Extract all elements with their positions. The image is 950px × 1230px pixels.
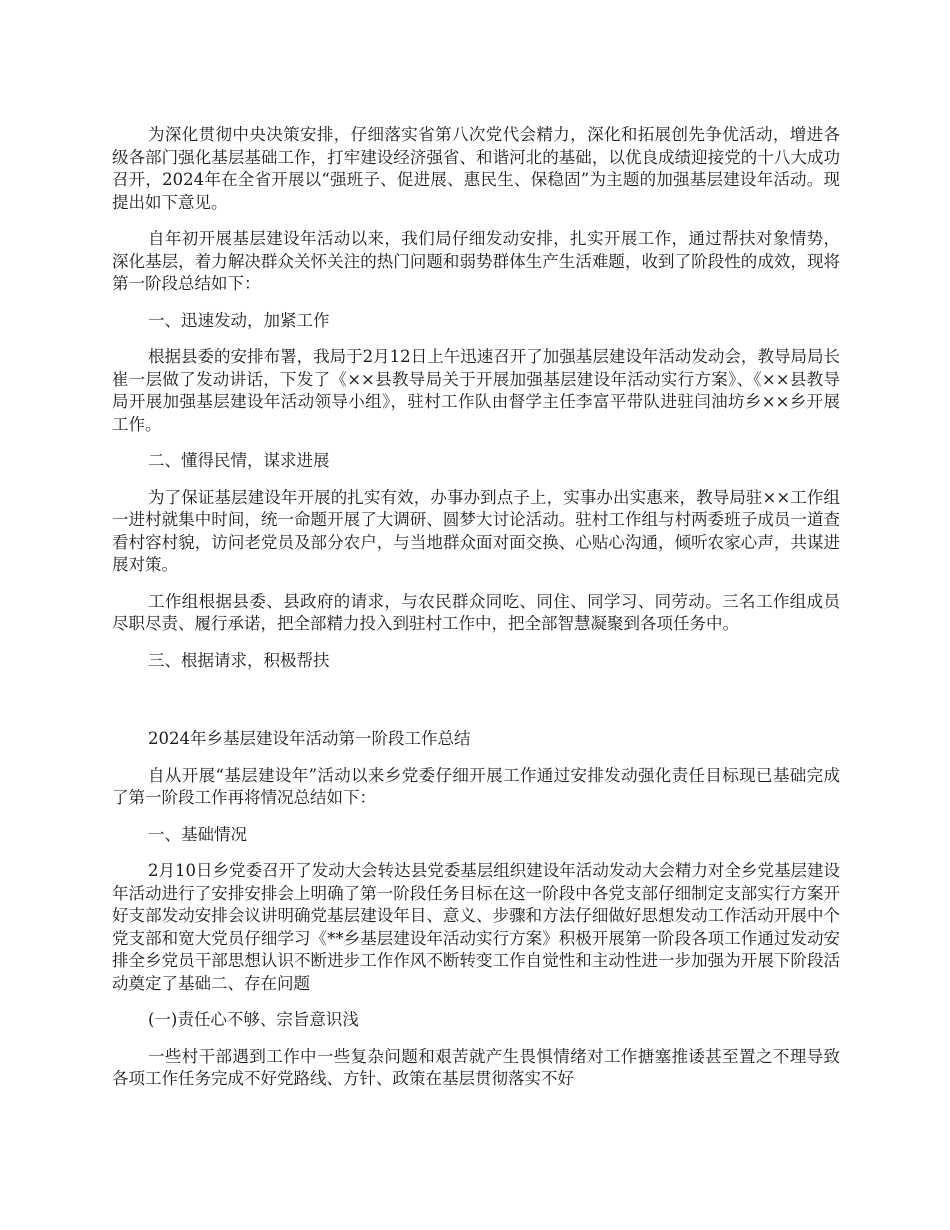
- summary-paragraph: 自年初开展基层建设年活动以来，我们局仔细发动安排，扎实开展工作，通过帮扶对象情势，深化基层，着力解决群众关怀关注的热门问题和弱势群体生产生活难题，收到了阶段性的成效，现将第一阶段总结如下：: [112, 229, 840, 293]
- section-heading-1: 一、迅速发动，加紧工作: [148, 310, 330, 330]
- part2-body-paragraph-1: 2月10日乡党委召开了发动大会转达县党委基层组织建设年活动发动大会精力对全乡党基层建设年活动进行了安排安排会上明确了第一阶段任务目标在这一阶段中各党支部仔细制定支部实行方案开好支部发动安排会议讲明确党基层建设年目、意义、步骤和方法仔细做好思想发动工作活动开展中个党支部和宽大党员仔细学习《**乡基层建设年活动实行方案》积极开展第一阶段各项工作通过发动安排全乡党员干部思想认识不断进步工作作风不断转变工作自觉性和主动性进一步加强为开展下阶段活动奠定了基础二、存在问题: [112, 861, 840, 993]
- document-title: 2024年乡基层建设年活动第一阶段工作总结: [148, 729, 471, 748]
- document-page: [112, 124, 840, 1091]
- section-heading-2: 二、懂得民情，谋求进展: [148, 451, 330, 470]
- body-paragraph-2: 为了保证基层建设年开展的扎实有效，办事办到点子上，实事办出实惠来，教导局驻××工作组一进村就集中时间，统一命题开展了大调研、圆梦大讨论活动。驻村工作组与村两委班子成员一道查看村容村貌，访问老党员及部分农户，与当地群众面对面交换、心贴心沟通，倾听农家心声，共谋进展对策。: [112, 487, 840, 574]
- part2-body-paragraph-2: 一些村干部遇到工作中一些复杂问题和艰苦就产生畏惧情绪对工作搪塞推诿甚至置之不理导致各项工作任务完成不好党路线、方针、政策在基层贯彻落实不好: [112, 1046, 840, 1088]
- part2-heading-1: 一、基础情况: [148, 824, 247, 844]
- part2-intro-paragraph: 自从开展“基层建设年”活动以来乡党委仔细开展工作通过安排发动强化责任目标现已基础完成了第一阶段工作再将情况总结如下：: [112, 765, 840, 807]
- body-paragraph-3: 工作组根据县委、县政府的请求，与农民群众同吃、同住、同学习、同劳动。三名工作组成员尽职尽责、履行承诺，把全部精力投入到驻村工作中，把全部智慧凝聚到各项任务中。: [112, 591, 840, 633]
- intro-paragraph: 为深化贯彻中央决策安排，仔细落实省第八次党代会精力，深化和拓展创先争优活动，增进各级各部门强化基层基础工作，打牢建设经济强省、和谐河北的基础，以优良成绩迎接党的十八大成功召开，2024年在全省开展以“强班子、促进展、惠民生、保稳固”为主题的加强基层建设年活动。现提出如下意见。: [112, 125, 840, 212]
- part2-heading-2: (一)责任心不够、宗旨意识浅: [148, 1010, 359, 1029]
- section-heading-3: 三、根据请求，积极帮扶: [148, 650, 330, 670]
- body-paragraph-1: 根据县委的安排布署，我局于2月12日上午迅速召开了加强基层建设年活动发动会，教导局局长崔一层做了发动讲话，下发了《××县教导局关于开展加强基层建设年活动实行方案》、《××县教导局开展加强基层建设年活动领导小组》，驻村工作队由督学主任李富平带队进驻闫油坊乡××乡开展工作。: [112, 347, 840, 434]
